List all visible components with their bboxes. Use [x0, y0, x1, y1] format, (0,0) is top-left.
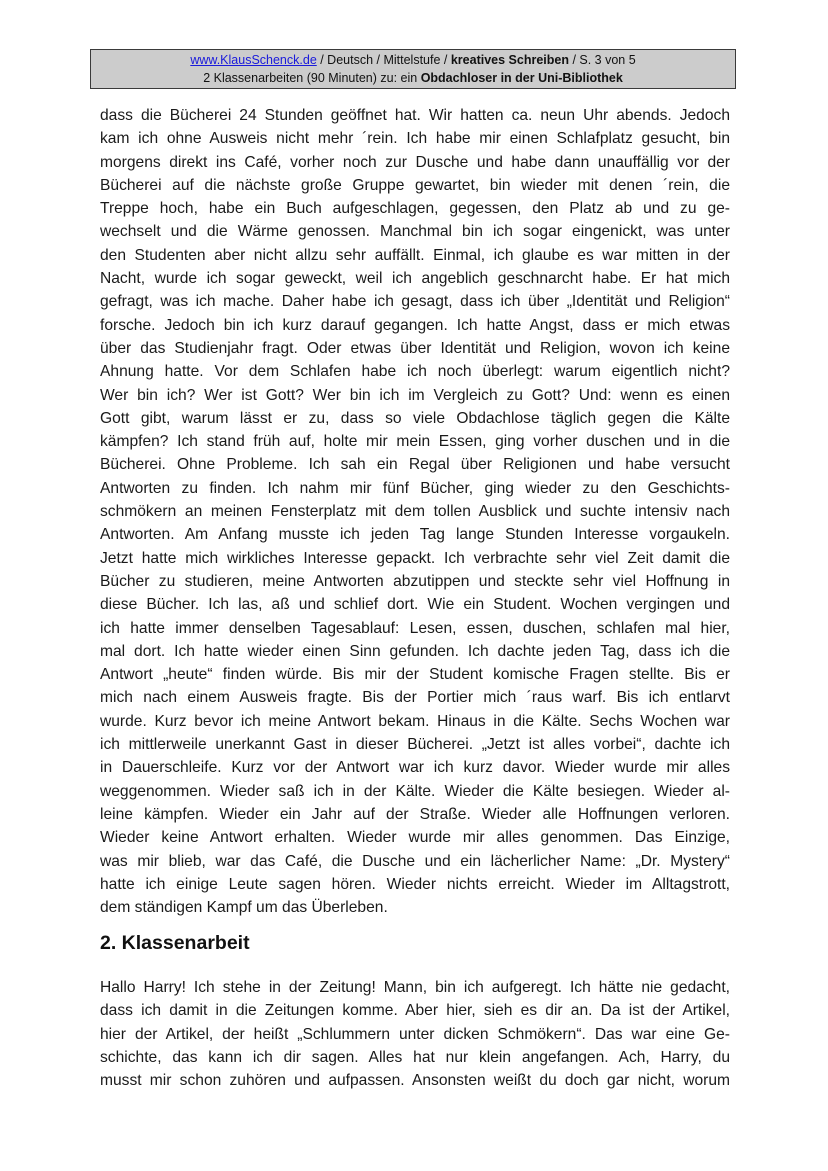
text-line: Bücher zu studieren, meine Antworten abzutippen und steckte sehr viel Hoffnung in [100, 572, 730, 590]
header-subtitle-topic: Obdachloser in der Uni-Bibliothek [420, 71, 623, 85]
header-page-info: / S. 3 von 5 [568, 53, 636, 67]
text-line: musst mir schon zuhören und aufpassen. Ansonsten weißt du doch gar nicht, worum [100, 1072, 730, 1090]
header-breadcrumb: / Deutsch / Mittelstufe / [316, 53, 451, 67]
text-line: Antworten. Am Anfang musste ich jeden Tag lange Stunden Interesse vorgaukeln. [100, 526, 730, 544]
text-line: was mir blieb, war das Café, die Dusche und ein lächerlicher Name: „Dr. Mystery“ [100, 852, 730, 870]
text-line: kämpfen? Ich stand früh auf, holte mir mein Essen, ging vorher duschen und in die [100, 433, 730, 451]
text-line: leine kämpfen. Wieder ein Jahr auf der Straße. Wieder alle Hoffnungen verloren. [100, 805, 730, 823]
text-line: dem ständigen Kampf um das Überleben. [100, 899, 388, 917]
text-line: Jetzt hatte mich wirkliches Interesse gepackt. Ich verbrachte sehr viel Zeit damit die [100, 549, 730, 567]
text-line: schmökern an meinen Fensterplatz mit dem tollen Ausblick und suchte intensiv nach [100, 503, 730, 521]
text-line: forsche. Jedoch bin ich kurz darauf gegangen. Ich hatte Angst, dass er mich etwas [100, 316, 730, 334]
text-line: schichte, das kann ich dir sagen. Alles hat nur klein angefangen. Ach, Harry, du [100, 1048, 730, 1066]
text-line: Ahnung hatte. Vor dem Schlafen habe ich noch überlegt: warum eigentlich nicht? [100, 363, 730, 381]
header-line-1 [91, 51, 735, 69]
section-2-text [100, 976, 730, 1092]
text-line: kam ich ohne Ausweis nicht mehr ´rein. Ich habe mir einen Schlafplatz gesucht, bin [100, 130, 730, 148]
text-line: wechselt und die Wärme genossen. Manchmal bin ich sogar eingenickt, was unter [100, 223, 730, 241]
text-line: hier der Artikel, der heißt „Schlummern unter dicken Schmökern“. Das war eine Ge- [100, 1025, 730, 1043]
site-link[interactable]: www.KlausSchenck.de [190, 53, 317, 67]
text-line: diese Bücher. Ich las, aß und schlief dort. Wie ein Student. Wochen vergingen und [100, 596, 730, 614]
header-line-2 [91, 69, 735, 87]
text-line: mal dort. Ich hatte wieder einen Sinn gefunden. Ich dachte jeden Tag, dass ich die [100, 642, 730, 660]
text-line: über das Studienjahr fragt. Oder etwas über Identität und Religion, wovon ich keine [100, 339, 730, 357]
text-line: dass die Bücherei 24 Stunden geöffnet hat. Wir hatten ca. neun Uhr abends. Jedoch [100, 107, 730, 124]
text-line: mich nach einem Ausweis fragte. Bis der Portier mich ´raus warf. Bis ich entlarvt [100, 689, 730, 707]
text-line: Bücherei auf die nächste große Gruppe gewartet, bin wieder mit denen ´rein, die [100, 176, 730, 194]
text-line: Antworten zu finden. Ich nahm mir fünf Bücher, ging wieder zu den Geschichts- [100, 479, 730, 497]
text-line: Antwort „heute“ finden würde. Bis mir der Student komische Fragen stellte. Bis er [100, 666, 730, 684]
text-line: Treppe hoch, habe ein Buch aufgeschlagen, gegessen, den Platz ab und zu ge- [100, 200, 730, 218]
text-line: Wer bin ich? Wer ist Gott? Wer bin ich im Vergleich zu Gott? Und: wenn es einen [100, 386, 730, 404]
text-line: morgens direkt ins Café, vorher noch zur Dusche und habe dann unauffällig vor der [100, 153, 730, 171]
text-line: gefragt, was ich mache. Daher habe ich gesagt, dass ich über „Identität und Religion“ [100, 293, 730, 311]
text-line: Hallo Harry! Ich stehe in der Zeitung! Mann, bin ich aufgeregt. Ich hätte nie gedacht, [100, 979, 730, 996]
page-header [90, 49, 736, 89]
text-line: in Dauerschleife. Kurz vor der Antwort war ich kurz davor. Wieder wurde mir alles [100, 759, 730, 777]
text-line: den Studenten aber nicht allzu sehr auffällt. Einmal, ich glaube es war mitten in der [100, 246, 730, 264]
text-line: Gott gibt, warum lässt er zu, dass so viele Obdachlose täglich gegen die Kälte [100, 409, 730, 427]
text-line: ich mittlerweile unerkannt Gast in dieser Bücherei. „Jetzt ist alles vorbei“, dachte ich [100, 736, 730, 754]
text-line: wurde. Kurz bevor ich meine Antwort bekam. Hinaus in die Kälte. Sechs Wochen war [100, 712, 730, 730]
section-1-text [100, 104, 730, 919]
text-line: weggenommen. Wieder saß ich in der Kälte. Wieder die Kälte besiegen. Wieder al- [100, 782, 730, 800]
text-line: Bücherei. Ohne Probleme. Ich sah ein Regal über Religionen und habe versucht [100, 456, 730, 474]
text-line: Wieder keine Antwort erhalten. Wieder wurde mir alles genommen. Das Einzige, [100, 829, 730, 847]
text-line: ich hatte immer denselben Tagesablauf: Lesen, essen, duschen, schlafen mal hier, [100, 619, 730, 637]
text-line: Nacht, wurde ich sogar geweckt, weil ich angeblich geschnarcht habe. Er hat mich [100, 270, 730, 288]
header-category: kreatives Schreiben [450, 53, 569, 67]
text-line: dass ich damit in die Zeitungen komme. Aber hier, sieh es dir an. Da ist der Artikel, [100, 1002, 730, 1020]
text-line: hatte ich einige Leute sagen hören. Wieder nichts erreicht. Wieder im Alltagstrott, [100, 875, 730, 893]
section-2-title: 2. Klassenarbeit [100, 932, 250, 954]
header-subtitle-prefix: 2 Klassenarbeiten (90 Minuten) zu: ein [203, 71, 421, 85]
